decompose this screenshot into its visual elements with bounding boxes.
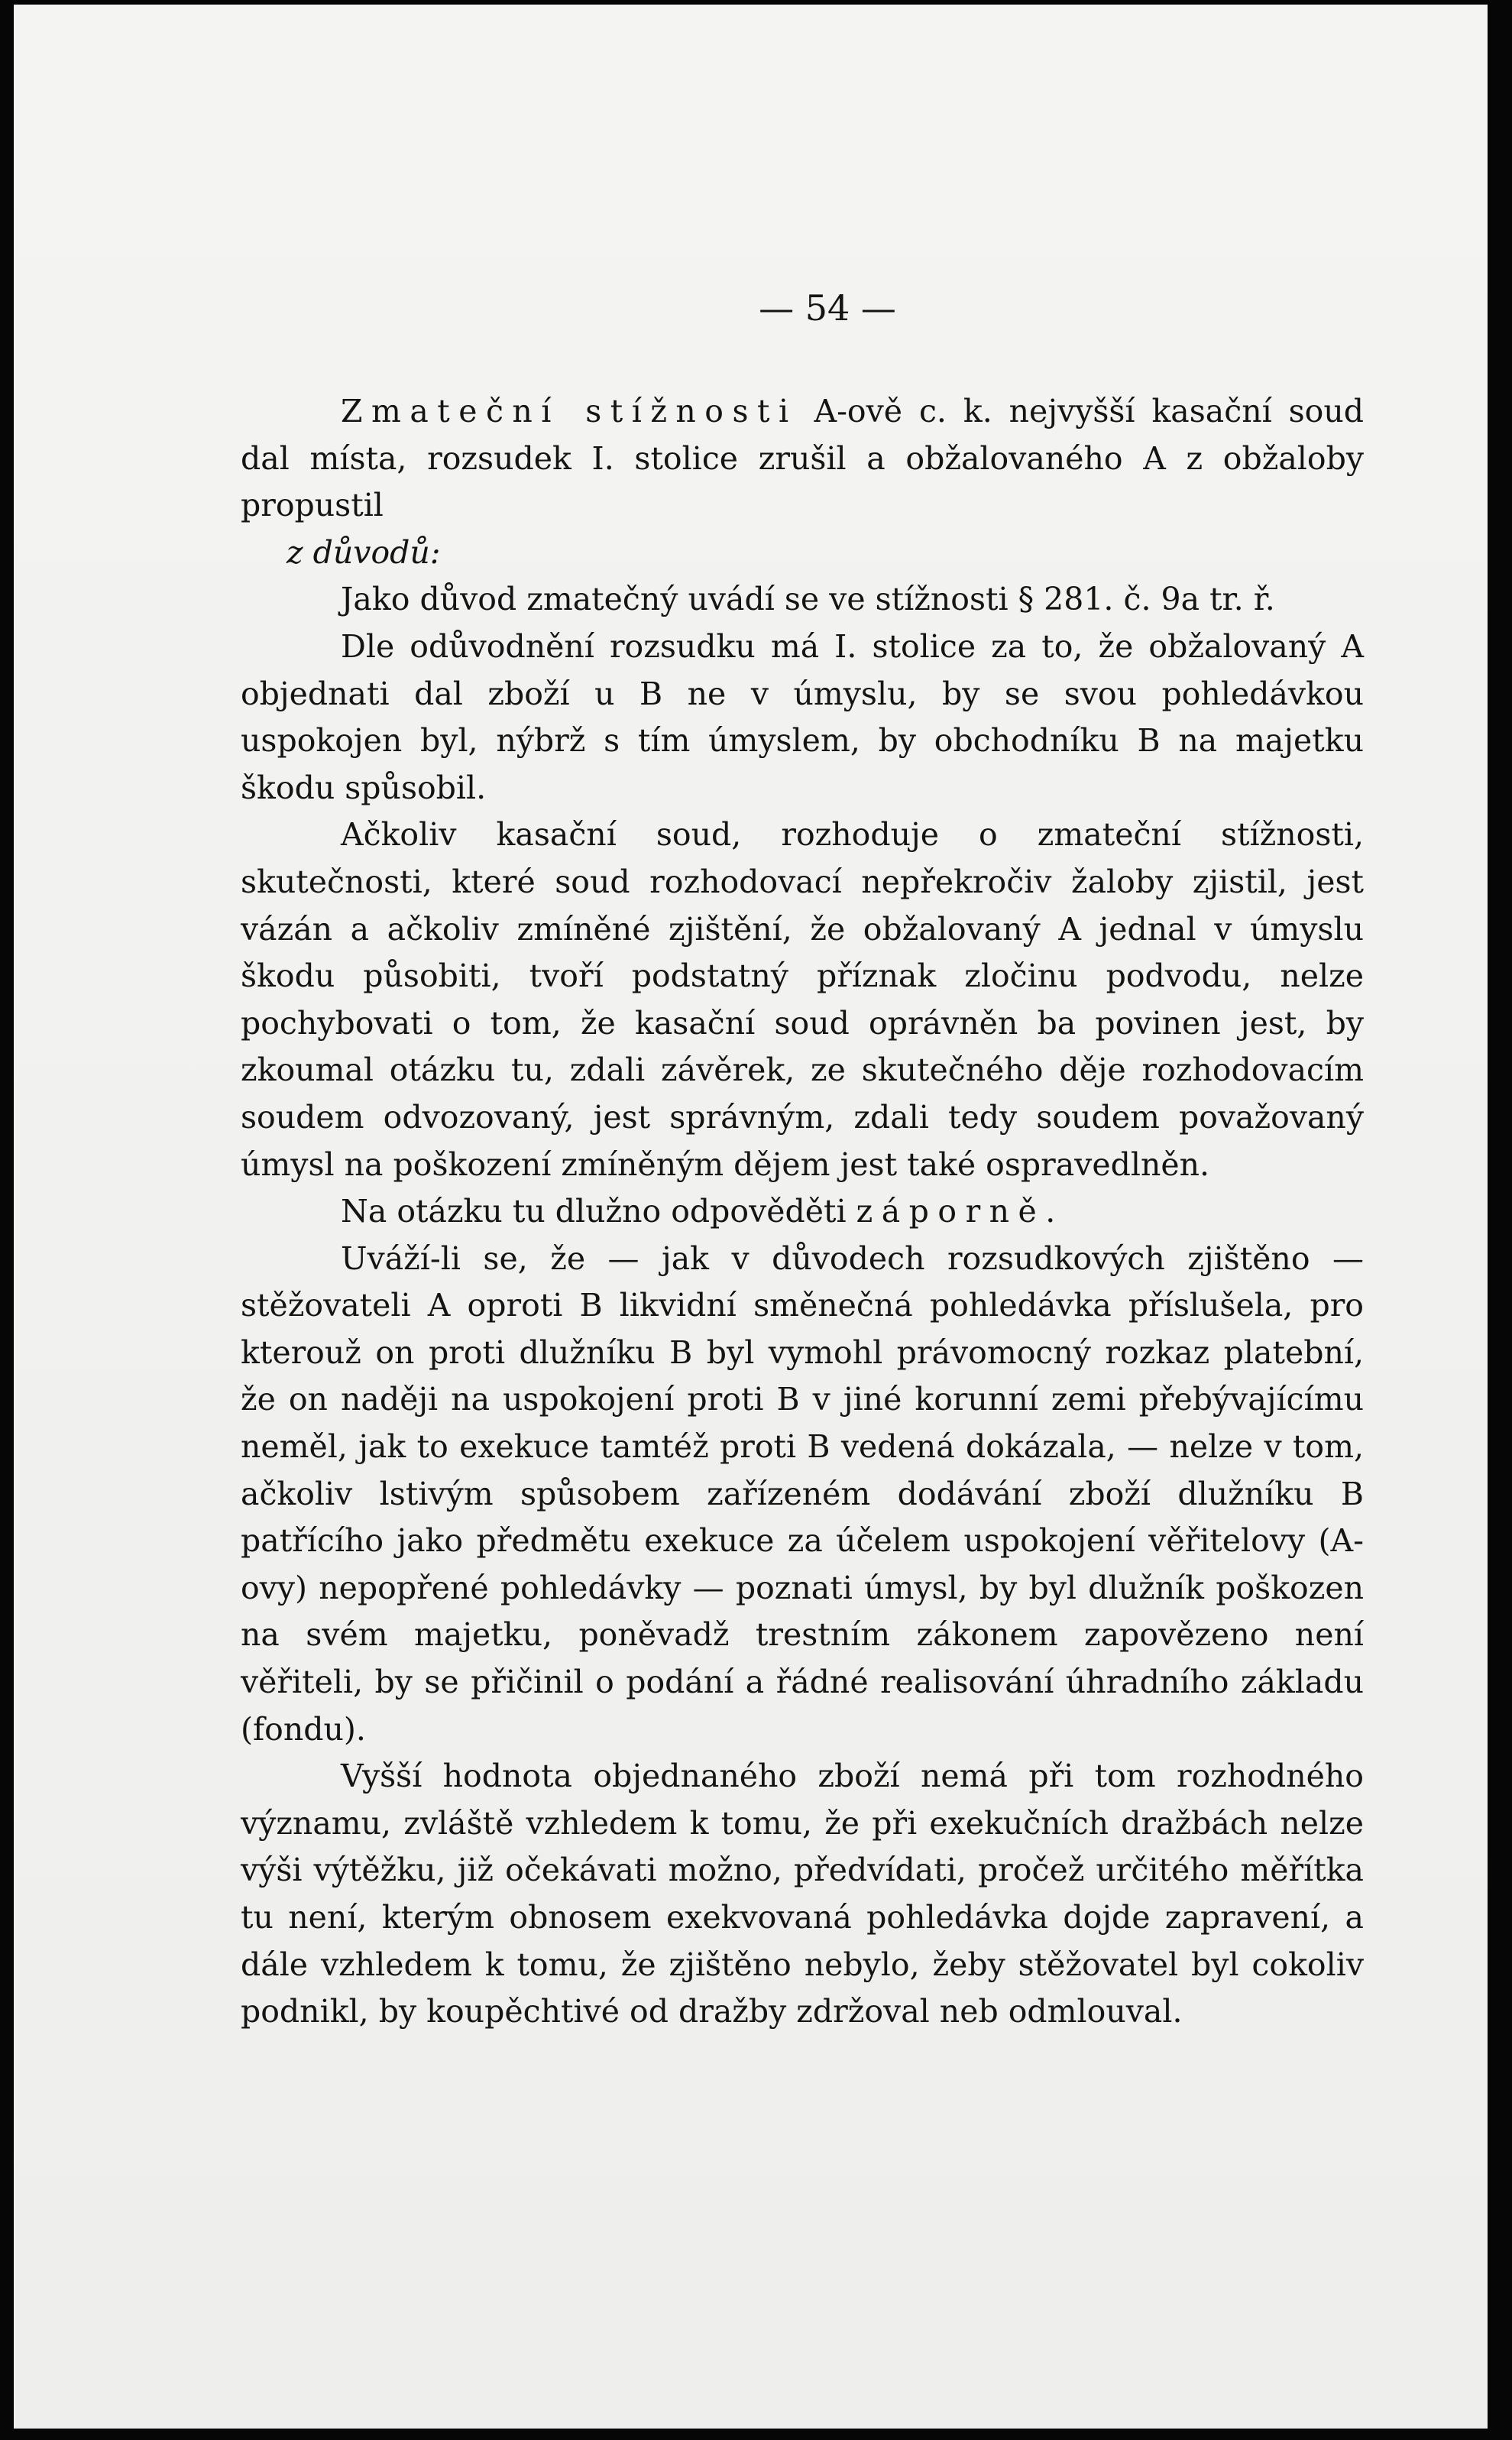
spaced-emphasis-2: záporně (856, 1193, 1046, 1230)
book-page (14, 5, 1488, 2429)
page-number: — 54 — (759, 287, 896, 329)
paragraph-5-text: Na otázku tu dlužno odpověděti (341, 1193, 856, 1230)
paragraph-6: Uváží-li se, že — jak v důvodech rozsudkových zjištěno — stěžovateli A oproti B likvidní směnečná pohledávka příslušela, pro kterouž on proti dlužníku B byl vymohl právomocný rozkaz platební, že on naději na uspokojení proti B v jiné korunní zemi přebývajícímu neměl, jak to exekuce tamtéž proti B vedená dokázala, — nelze v tom, ačkoliv lstivým spůsobem zařízeném dodávání zboží dlužníku B patřícího jako předmětu exekuce za účelem uspokojení věřitelovy (A-ovy) nepopřené pohledávky — poznati úmysl, by byl dlužník poškozen na svém majetku, poněvadž trestním zákonem zapovězeno není věřiteli, by se přičinil o podání a řádné realisování úhradního základu (fondu). (241, 1239, 1364, 1748)
spaced-emphasis: Zmateční stížnosti (341, 393, 798, 429)
paragraph-7: Vyšší hodnota objednaného zboží nemá při tom rozhodného významu, zvláště vzhledem k tomu, že při exekučních dražbách nelze výši výtěžku, již očekávati možno, předvídati, pročež určitého měřítka tu není, kterým obnosem exekvovaná pohledávka dojde zapravení, a dále vzhledem k tomu, že zjištěno nebylo, žeby stěžovatel byl cokoliv podnikl, by koupěchtivé od dražby zdržoval neb odmlouval. (241, 1758, 1364, 2030)
paragraph-1-text: A-ově c. k. nejvyšší kasační soud dal místa, rozsudek I. stolice zrušil a obžalovaného A z obžaloby propustil (241, 393, 1365, 524)
paragraph-5 (241, 1188, 1364, 1236)
paragraph-2: Jako důvod zmatečný uvádí se ve stížnosti § 281. č. 9a tr. ř. (341, 581, 1275, 618)
paragraph-4: Ačkoliv kasační soud, rozhoduje o zmateční stížnosti, skutečnosti, které soud rozhodovací nepřekročiv žaloby zjistil, jest vázán a ačkoliv zmíněné zjištění, že obžalovaný A jednal v úmyslu škodu působiti, tvoří podstatný příznak zločinu podvodu, nelze pochybovati o tom, že kasační soud oprávněn ba povinen jest, by zkoumal otázku tu, zdali závěrek, ze skutečného děje rozhodovacím soudem odvozovaný, jest správným, zdali tedy soudem považovaný úmysl na poškození zmíněným dějem jest také ospravedlněn. (241, 816, 1364, 1183)
paragraph-1 (241, 388, 1364, 530)
body-text (241, 388, 1364, 2036)
paragraph-5-end: . (1045, 1193, 1056, 1230)
section-heading: z důvodů: (287, 533, 441, 571)
paragraph-3: Dle odůvodnění rozsudku má I. stolice za to, že obžalovaný A objednati dal zboží u B ne v úmyslu, by se svou pohledávkou uspokojen byl, nýbrž s tím úmyslem, by obchodníku B na majetku škodu spůsobil. (241, 627, 1364, 806)
